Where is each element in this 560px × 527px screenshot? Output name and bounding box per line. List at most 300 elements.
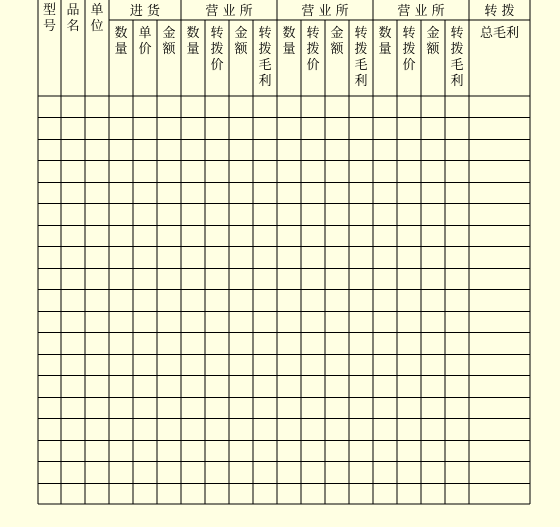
table-cell[interactable] [230,183,253,203]
table-cell[interactable] [422,398,445,418]
table-cell[interactable] [302,376,325,396]
table-cell[interactable] [86,247,109,267]
table-cell[interactable] [446,118,469,138]
table-cell[interactable] [470,355,530,375]
table-cell[interactable] [254,355,277,375]
table-cell[interactable] [39,247,61,267]
table-cell[interactable] [110,269,133,289]
table-cell[interactable] [446,204,469,224]
table-cell[interactable] [374,226,397,246]
table-cell[interactable] [350,333,373,353]
table-cell[interactable] [350,161,373,181]
table-cell[interactable] [350,140,373,160]
table-cell[interactable] [86,376,109,396]
table-cell[interactable] [110,183,133,203]
table-cell[interactable] [254,140,277,160]
table-cell[interactable] [62,183,85,203]
table-cell[interactable] [446,333,469,353]
table-cell[interactable] [110,419,133,439]
table-cell[interactable] [446,161,469,181]
table-cell[interactable] [86,333,109,353]
table-cell[interactable] [230,247,253,267]
table-cell[interactable] [350,419,373,439]
table-cell[interactable] [374,290,397,310]
table-cell[interactable] [326,376,349,396]
table-cell[interactable] [254,183,277,203]
table-cell[interactable] [230,419,253,439]
table-cell[interactable] [39,441,61,461]
table-cell[interactable] [350,462,373,482]
table-cell[interactable] [374,183,397,203]
table-cell[interactable] [86,140,109,160]
table-cell[interactable] [470,247,530,267]
table-cell[interactable] [206,140,229,160]
table-cell[interactable] [398,140,421,160]
table-cell[interactable] [206,183,229,203]
table-cell[interactable] [278,419,301,439]
table-cell[interactable] [230,161,253,181]
table-cell[interactable] [158,183,181,203]
table-cell[interactable] [422,312,445,332]
table-cell[interactable] [182,290,205,310]
table-cell[interactable] [39,333,61,353]
table-cell[interactable] [278,97,301,117]
table-cell[interactable] [62,312,85,332]
table-cell[interactable] [302,290,325,310]
table-cell[interactable] [398,312,421,332]
table-cell[interactable] [422,419,445,439]
table-cell[interactable] [134,140,157,160]
table-cell[interactable] [326,183,349,203]
table-cell[interactable] [398,355,421,375]
table-cell[interactable] [158,269,181,289]
table-cell[interactable] [470,140,530,160]
table-cell[interactable] [206,97,229,117]
table-cell[interactable] [374,355,397,375]
table-cell[interactable] [302,312,325,332]
table-cell[interactable] [230,118,253,138]
table-cell[interactable] [182,462,205,482]
table-cell[interactable] [350,226,373,246]
table-cell[interactable] [254,484,277,504]
table-cell[interactable] [230,204,253,224]
table-cell[interactable] [158,419,181,439]
table-cell[interactable] [230,441,253,461]
table-cell[interactable] [302,269,325,289]
table-cell[interactable] [158,226,181,246]
table-cell[interactable] [39,419,61,439]
table-cell[interactable] [254,161,277,181]
table-cell[interactable] [39,161,61,181]
table-cell[interactable] [398,226,421,246]
table-cell[interactable] [446,376,469,396]
table-cell[interactable] [86,462,109,482]
table-cell[interactable] [134,398,157,418]
table-cell[interactable] [278,312,301,332]
table-cell[interactable] [278,183,301,203]
table-cell[interactable] [86,226,109,246]
table-cell[interactable] [350,376,373,396]
table-cell[interactable] [134,290,157,310]
table-cell[interactable] [206,462,229,482]
table-cell[interactable] [230,376,253,396]
table-cell[interactable] [62,355,85,375]
table-cell[interactable] [134,484,157,504]
table-cell[interactable] [158,355,181,375]
table-cell[interactable] [182,355,205,375]
table-cell[interactable] [110,161,133,181]
table-cell[interactable] [86,419,109,439]
table-cell[interactable] [374,333,397,353]
table-cell[interactable] [39,269,61,289]
table-cell[interactable] [422,333,445,353]
table-cell[interactable] [398,462,421,482]
table-cell[interactable] [230,269,253,289]
table-cell[interactable] [326,441,349,461]
table-cell[interactable] [86,97,109,117]
table-cell[interactable] [110,462,133,482]
table-cell[interactable] [182,226,205,246]
table-cell[interactable] [302,226,325,246]
table-cell[interactable] [350,398,373,418]
table-cell[interactable] [206,204,229,224]
table-cell[interactable] [350,204,373,224]
table-cell[interactable] [326,355,349,375]
table-cell[interactable] [470,333,530,353]
table-cell[interactable] [62,484,85,504]
table-cell[interactable] [86,312,109,332]
table-cell[interactable] [86,290,109,310]
table-cell[interactable] [470,269,530,289]
table-cell[interactable] [326,290,349,310]
table-cell[interactable] [158,290,181,310]
table-cell[interactable] [134,97,157,117]
table-cell[interactable] [302,419,325,439]
table-cell[interactable] [398,290,421,310]
table-cell[interactable] [254,269,277,289]
table-cell[interactable] [110,290,133,310]
table-cell[interactable] [86,183,109,203]
table-cell[interactable] [39,97,61,117]
table-cell[interactable] [62,269,85,289]
table-cell[interactable] [134,269,157,289]
table-cell[interactable] [350,118,373,138]
table-cell[interactable] [446,247,469,267]
table-cell[interactable] [302,183,325,203]
table-cell[interactable] [278,290,301,310]
table-cell[interactable] [374,376,397,396]
table-cell[interactable] [254,312,277,332]
table-cell[interactable] [254,204,277,224]
table-cell[interactable] [182,97,205,117]
table-cell[interactable] [86,269,109,289]
table-cell[interactable] [398,97,421,117]
table-cell[interactable] [446,183,469,203]
table-cell[interactable] [182,333,205,353]
table-cell[interactable] [110,97,133,117]
table-cell[interactable] [422,118,445,138]
table-cell[interactable] [62,441,85,461]
table-cell[interactable] [326,312,349,332]
table-cell[interactable] [110,333,133,353]
table-cell[interactable] [446,312,469,332]
table-cell[interactable] [398,484,421,504]
table-cell[interactable] [158,333,181,353]
table-cell[interactable] [398,333,421,353]
table-cell[interactable] [446,398,469,418]
table-cell[interactable] [398,247,421,267]
table-cell[interactable] [350,247,373,267]
table-cell[interactable] [398,118,421,138]
table-cell[interactable] [110,441,133,461]
table-cell[interactable] [86,161,109,181]
table-cell[interactable] [62,462,85,482]
table-cell[interactable] [230,290,253,310]
table-cell[interactable] [158,118,181,138]
table-cell[interactable] [302,204,325,224]
table-cell[interactable] [350,290,373,310]
table-cell[interactable] [86,355,109,375]
table-cell[interactable] [374,97,397,117]
table-cell[interactable] [158,97,181,117]
table-cell[interactable] [182,247,205,267]
table-cell[interactable] [446,140,469,160]
table-cell[interactable] [374,398,397,418]
table-cell[interactable] [182,312,205,332]
table-cell[interactable] [182,269,205,289]
table-cell[interactable] [278,226,301,246]
table-cell[interactable] [206,355,229,375]
table-cell[interactable] [398,441,421,461]
table-cell[interactable] [302,462,325,482]
table-cell[interactable] [62,376,85,396]
table-cell[interactable] [206,398,229,418]
table-cell[interactable] [254,118,277,138]
table-cell[interactable] [326,484,349,504]
table-cell[interactable] [254,376,277,396]
table-cell[interactable] [446,355,469,375]
table-cell[interactable] [278,118,301,138]
table-cell[interactable] [134,204,157,224]
table-cell[interactable] [158,204,181,224]
table-cell[interactable] [302,355,325,375]
table-cell[interactable] [350,312,373,332]
table-cell[interactable] [374,161,397,181]
table-cell[interactable] [134,183,157,203]
table-cell[interactable] [254,419,277,439]
table-cell[interactable] [302,97,325,117]
table-cell[interactable] [422,204,445,224]
table-cell[interactable] [326,226,349,246]
table-cell[interactable] [278,161,301,181]
table-cell[interactable] [254,398,277,418]
table-cell[interactable] [254,290,277,310]
table-cell[interactable] [158,161,181,181]
table-cell[interactable] [422,484,445,504]
table-cell[interactable] [422,140,445,160]
table-cell[interactable] [470,312,530,332]
table-cell[interactable] [374,441,397,461]
table-cell[interactable] [134,226,157,246]
table-cell[interactable] [254,247,277,267]
table-cell[interactable] [182,140,205,160]
table-cell[interactable] [446,419,469,439]
table-cell[interactable] [398,419,421,439]
table-cell[interactable] [446,269,469,289]
table-cell[interactable] [39,484,61,504]
table-cell[interactable] [278,269,301,289]
table-cell[interactable] [230,333,253,353]
table-cell[interactable] [134,333,157,353]
table-cell[interactable] [446,290,469,310]
table-cell[interactable] [302,398,325,418]
table-cell[interactable] [422,161,445,181]
table-cell[interactable] [470,161,530,181]
table-cell[interactable] [230,355,253,375]
table-cell[interactable] [39,204,61,224]
table-cell[interactable] [374,204,397,224]
table-cell[interactable] [254,226,277,246]
table-cell[interactable] [422,462,445,482]
table-cell[interactable] [158,247,181,267]
table-cell[interactable] [110,118,133,138]
table-cell[interactable] [158,312,181,332]
table-cell[interactable] [230,140,253,160]
table-cell[interactable] [350,183,373,203]
table-cell[interactable] [326,419,349,439]
table-cell[interactable] [470,376,530,396]
table-cell[interactable] [39,140,61,160]
table-cell[interactable] [39,226,61,246]
table-cell[interactable] [62,419,85,439]
table-cell[interactable] [86,118,109,138]
table-cell[interactable] [182,161,205,181]
table-cell[interactable] [374,312,397,332]
table-cell[interactable] [302,247,325,267]
table-cell[interactable] [206,226,229,246]
table-cell[interactable] [62,398,85,418]
table-cell[interactable] [62,333,85,353]
table-cell[interactable] [398,183,421,203]
table-cell[interactable] [326,462,349,482]
table-cell[interactable] [302,333,325,353]
table-cell[interactable] [422,441,445,461]
table-cell[interactable] [158,462,181,482]
table-cell[interactable] [326,140,349,160]
table-cell[interactable] [326,161,349,181]
table-cell[interactable] [86,441,109,461]
table-cell[interactable] [110,376,133,396]
table-cell[interactable] [62,140,85,160]
table-cell[interactable] [422,97,445,117]
table-cell[interactable] [134,118,157,138]
table-cell[interactable] [206,333,229,353]
table-cell[interactable] [446,441,469,461]
table-cell[interactable] [206,118,229,138]
table-cell[interactable] [422,247,445,267]
table-cell[interactable] [446,226,469,246]
table-cell[interactable] [470,118,530,138]
table-cell[interactable] [446,462,469,482]
table-cell[interactable] [278,441,301,461]
table-cell[interactable] [422,355,445,375]
table-cell[interactable] [134,441,157,461]
table-cell[interactable] [254,333,277,353]
table-cell[interactable] [422,269,445,289]
table-cell[interactable] [278,204,301,224]
table-cell[interactable] [110,140,133,160]
table-cell[interactable] [182,183,205,203]
table-cell[interactable] [134,376,157,396]
table-cell[interactable] [398,376,421,396]
table-cell[interactable] [158,376,181,396]
table-cell[interactable] [278,376,301,396]
table-cell[interactable] [254,462,277,482]
table-cell[interactable] [278,140,301,160]
table-cell[interactable] [350,484,373,504]
table-cell[interactable] [110,312,133,332]
table-cell[interactable] [182,419,205,439]
table-cell[interactable] [62,247,85,267]
table-cell[interactable] [398,269,421,289]
table-cell[interactable] [350,355,373,375]
table-cell[interactable] [254,97,277,117]
table-cell[interactable] [158,441,181,461]
table-cell[interactable] [39,355,61,375]
table-cell[interactable] [206,376,229,396]
table-cell[interactable] [62,290,85,310]
table-cell[interactable] [134,462,157,482]
table-cell[interactable] [206,312,229,332]
table-cell[interactable] [158,398,181,418]
table-cell[interactable] [206,247,229,267]
table-cell[interactable] [398,161,421,181]
table-cell[interactable] [398,204,421,224]
table-cell[interactable] [350,269,373,289]
table-cell[interactable] [350,441,373,461]
table-cell[interactable] [206,269,229,289]
table-cell[interactable] [302,484,325,504]
table-cell[interactable] [110,355,133,375]
table-cell[interactable] [398,398,421,418]
table-cell[interactable] [110,484,133,504]
table-cell[interactable] [470,183,530,203]
table-cell[interactable] [230,484,253,504]
table-cell[interactable] [134,312,157,332]
table-cell[interactable] [422,376,445,396]
table-cell[interactable] [326,118,349,138]
table-cell[interactable] [230,312,253,332]
table-cell[interactable] [302,441,325,461]
table-cell[interactable] [182,484,205,504]
table-cell[interactable] [254,441,277,461]
table-cell[interactable] [62,161,85,181]
table-cell[interactable] [206,290,229,310]
table-cell[interactable] [302,161,325,181]
table-cell[interactable] [374,269,397,289]
table-cell[interactable] [326,269,349,289]
table-cell[interactable] [446,484,469,504]
table-cell[interactable] [62,226,85,246]
table-cell[interactable] [326,247,349,267]
table-cell[interactable] [62,118,85,138]
table-cell[interactable] [134,355,157,375]
table-cell[interactable] [302,140,325,160]
table-cell[interactable] [86,398,109,418]
table-cell[interactable] [182,118,205,138]
table-cell[interactable] [326,398,349,418]
table-cell[interactable] [278,355,301,375]
